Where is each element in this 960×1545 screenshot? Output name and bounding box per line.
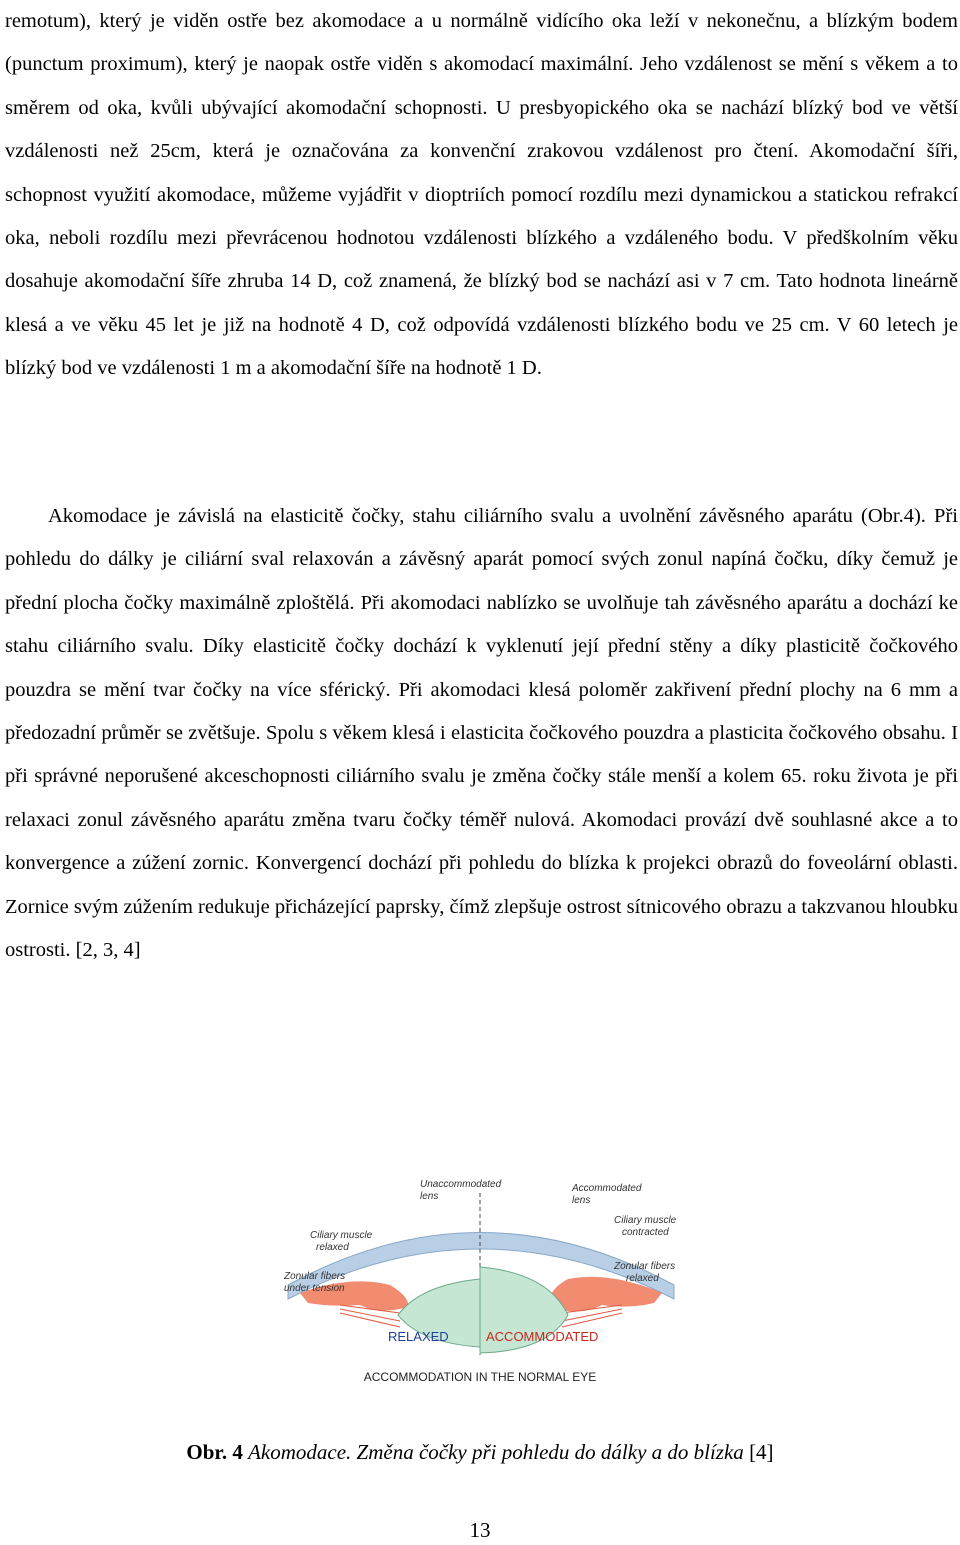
- label-zonular-relaxed: Zonular fibers: [614, 1261, 676, 1272]
- label-zonular-tension: Zonular fibers: [284, 1271, 346, 1282]
- paragraph-accommodation-mechanism: Akomodace je závislá na elasticitě čočky, stahu ciliárního svalu a uvolnění závěsného aparátu (Obr.4). Při pohledu do dálky je ciliární sval relaxován a závěsný aparát pomocí svých zonul napíná čočku, díky čemuž je přední plocha čočky maximálně zploštělá. Při akomodaci nablízko se uvolňuje tah závěsného aparátu a dochází ke stahu ciliárního svalu. Díky elasticitě čočky dochází k vyklenutí její přední stěny a díky plasticitě čočkového pouzdra se mění tvar čočky na více sférický. Při akomodaci klesá poloměr zakřivení přední plochy na 6 mm a předozadní průměr se zvětšuje. Spolu s věkem klesá i elasticita čočkového pouzdra a plasticita čočkového obsahu. I při správné neporušené akceschopnosti ciliárního svalu je změna čočky stále menší a kolem 65. roku života je při relaxaci zonul závěsného aparátu změna tvaru čočky téměř nulová. Akomodaci provází dvě souhlasné akce a to konvergence a zúžení zornic. Konvergencí dochází při pohledu do blízka k projekci obrazů do foveolární oblasti. Zornice svým zúžením redukuje přicházející paprsky, čímž zlepšuje ostrost sítnicového obrazu a takzvanou hloubku ostrosti. [2, 3, 4]: [5, 505, 958, 962]
- svg-text:contracted: contracted: [622, 1227, 669, 1238]
- label-unaccommodated: Unaccommodated: [420, 1179, 502, 1190]
- svg-text:relaxed: relaxed: [316, 1242, 349, 1253]
- label-relaxed: RELAXED: [388, 1329, 449, 1344]
- label-ciliary-contracted: Ciliary muscle: [614, 1215, 677, 1226]
- paragraph-accommodation-range: remotum), který je viděn ostře bez akomodace a u normálně vidícího oka leží v nekonečnu, a blízkým bodem (punctum proximum), který je naopak ostře viděn s akomodací maximální. Jeho vzdálenost se mění s věkem a to směrem od oka, kvůli ubývající akomodační schopnosti. U presbyopického oka se nachází blízký bod ve větší vzdálenosti než 25cm, která je označována za konvenční zrakovou vzdálenost pro čtení. Akomodační šíři, schopnost využití akomodace, můžeme vyjádřit v dioptriích pomocí rozdílu mezi dynamickou a statickou refrakcí oka, neboli rozdílu mezi převrácenou hodnotou vzdálenosti blízkého a vzdáleného bodu. V předškolním věku dosahuje akomodační šíře zhruba 14 D, což znamená, že blízký bod se nachází asi v 7 cm. Tato hodnota lineárně klesá a ve věku 45 let je již na hodnotě 4 D, což odpovídá vzdálenosti blízkého bodu ve 25 cm. V 60 letech je blízký bod ve vzdálenosti 1 m a akomodační šíře na hodnotě 1 D.: [5, 10, 958, 380]
- label-ciliary-relaxed: Ciliary muscle: [310, 1230, 373, 1241]
- label-accommodated: ACCOMMODATED: [486, 1329, 599, 1344]
- figure-caption: [0, 1437, 960, 1467]
- svg-text:relaxed: relaxed: [626, 1273, 659, 1284]
- caption-title: Akomodace. Změna čočky při pohledu do dálky a do blízka: [248, 1440, 744, 1464]
- label-accommodated-lens: Accommodated: [572, 1183, 642, 1194]
- svg-text:lens: lens: [420, 1191, 439, 1202]
- page-number: 13: [469, 1518, 491, 1542]
- svg-text:under tension: under tension: [284, 1283, 345, 1294]
- caption-reference: [4]: [749, 1440, 774, 1464]
- svg-text:lens: lens: [572, 1195, 591, 1206]
- figure-title: ACCOMMODATION IN THE NORMAL EYE: [363, 1370, 597, 1384]
- figure-accommodation-diagram: [280, 1175, 682, 1400]
- caption-label: Obr. 4: [186, 1440, 243, 1464]
